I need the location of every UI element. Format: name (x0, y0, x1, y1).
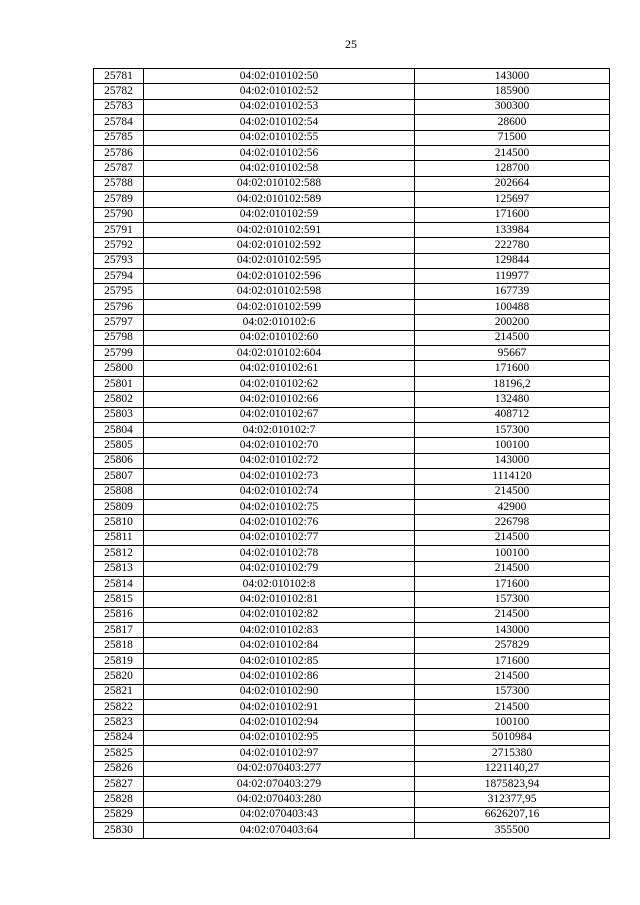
row-number-cell: 25825 (94, 746, 144, 761)
value-cell: 2715380 (415, 746, 610, 761)
cadastral-number-cell: 04:02:010102:95 (144, 730, 415, 745)
cadastral-number-cell: 04:02:010102:82 (144, 607, 415, 622)
row-number-cell: 25792 (94, 238, 144, 253)
row-number-cell: 25798 (94, 330, 144, 345)
table-row (94, 638, 610, 653)
value-cell: 214500 (415, 330, 610, 345)
table-row (94, 515, 610, 530)
table-row (94, 499, 610, 514)
table-row (94, 84, 610, 99)
table-row (94, 253, 610, 268)
cadastral-number-cell: 04:02:010102:83 (144, 623, 415, 638)
table-row (94, 592, 610, 607)
table-row (94, 207, 610, 222)
table-row (94, 469, 610, 484)
value-cell: 214500 (415, 669, 610, 684)
cadastral-number-cell: 04:02:010102:94 (144, 715, 415, 730)
row-number-cell: 25795 (94, 284, 144, 299)
row-number-cell: 25811 (94, 530, 144, 545)
value-cell: 214500 (415, 484, 610, 499)
value-cell: 128700 (415, 161, 610, 176)
row-number-cell: 25796 (94, 299, 144, 314)
row-number-cell: 25813 (94, 561, 144, 576)
table-row (94, 453, 610, 468)
row-number-cell: 25791 (94, 222, 144, 237)
cadastral-number-cell: 04:02:010102:54 (144, 115, 415, 130)
cadastral-number-cell: 04:02:010102:55 (144, 130, 415, 145)
table-row (94, 284, 610, 299)
row-number-cell: 25782 (94, 84, 144, 99)
cadastral-number-cell: 04:02:010102:56 (144, 145, 415, 160)
row-number-cell: 25794 (94, 269, 144, 284)
row-number-cell: 25800 (94, 361, 144, 376)
cadastral-number-cell: 04:02:010102:50 (144, 69, 415, 84)
value-cell: 100100 (415, 438, 610, 453)
table-row (94, 792, 610, 807)
table-row (94, 376, 610, 391)
table-row (94, 222, 610, 237)
page-number: 25 (345, 37, 357, 51)
value-cell: 222780 (415, 238, 610, 253)
cadastral-number-cell: 04:02:010102:62 (144, 376, 415, 391)
value-cell: 202664 (415, 176, 610, 191)
cadastral-number-cell: 04:02:070403:43 (144, 807, 415, 822)
table-row (94, 407, 610, 422)
row-number-cell: 25830 (94, 823, 144, 838)
cadastral-number-cell: 04:02:010102:84 (144, 638, 415, 653)
row-number-cell: 25817 (94, 623, 144, 638)
row-number-cell: 25793 (94, 253, 144, 268)
cadastral-number-cell: 04:02:010102:59 (144, 207, 415, 222)
row-number-cell: 25827 (94, 776, 144, 791)
table-row (94, 161, 610, 176)
cadastral-value-table (93, 68, 610, 839)
row-number-cell: 25824 (94, 730, 144, 745)
cadastral-number-cell: 04:02:070403:280 (144, 792, 415, 807)
table-row (94, 746, 610, 761)
cadastral-number-cell: 04:02:010102:78 (144, 546, 415, 561)
table-row (94, 192, 610, 207)
value-cell: 312377,95 (415, 792, 610, 807)
value-cell: 143000 (415, 453, 610, 468)
value-cell: 167739 (415, 284, 610, 299)
table-row (94, 99, 610, 114)
table-row (94, 422, 610, 437)
value-cell: 355500 (415, 823, 610, 838)
row-number-cell: 25802 (94, 392, 144, 407)
cadastral-number-cell: 04:02:010102:79 (144, 561, 415, 576)
table-row (94, 315, 610, 330)
cadastral-number-cell: 04:02:010102:73 (144, 469, 415, 484)
value-cell: 257829 (415, 638, 610, 653)
table-row (94, 684, 610, 699)
value-cell: 125697 (415, 192, 610, 207)
value-cell: 28600 (415, 115, 610, 130)
table-row (94, 361, 610, 376)
row-number-cell: 25809 (94, 499, 144, 514)
value-cell: 171600 (415, 207, 610, 222)
row-number-cell: 25807 (94, 469, 144, 484)
value-cell: 200200 (415, 315, 610, 330)
value-cell: 171600 (415, 361, 610, 376)
table-body (94, 69, 610, 839)
row-number-cell: 25814 (94, 576, 144, 591)
row-number-cell: 25805 (94, 438, 144, 453)
row-number-cell: 25803 (94, 407, 144, 422)
value-cell: 408712 (415, 407, 610, 422)
table-row (94, 346, 610, 361)
value-cell: 95667 (415, 346, 610, 361)
table-row (94, 576, 610, 591)
row-number-cell: 25826 (94, 761, 144, 776)
value-cell: 6626207,16 (415, 807, 610, 822)
table-row (94, 776, 610, 791)
cadastral-number-cell: 04:02:010102:85 (144, 653, 415, 668)
table-row (94, 761, 610, 776)
table-row (94, 130, 610, 145)
table-row (94, 330, 610, 345)
table-row (94, 623, 610, 638)
table-row (94, 669, 610, 684)
cadastral-number-cell: 04:02:010102:591 (144, 222, 415, 237)
table-row (94, 700, 610, 715)
value-cell: 185900 (415, 84, 610, 99)
row-number-cell: 25823 (94, 715, 144, 730)
row-number-cell: 25799 (94, 346, 144, 361)
table-row (94, 269, 610, 284)
cadastral-number-cell: 04:02:010102:588 (144, 176, 415, 191)
row-number-cell: 25785 (94, 130, 144, 145)
cadastral-number-cell: 04:02:010102:66 (144, 392, 415, 407)
value-cell: 129844 (415, 253, 610, 268)
row-number-cell: 25818 (94, 638, 144, 653)
row-number-cell: 25801 (94, 376, 144, 391)
cadastral-number-cell: 04:02:010102:598 (144, 284, 415, 299)
row-number-cell: 25787 (94, 161, 144, 176)
row-number-cell: 25822 (94, 700, 144, 715)
row-number-cell: 25816 (94, 607, 144, 622)
value-cell: 157300 (415, 592, 610, 607)
cadastral-number-cell: 04:02:070403:64 (144, 823, 415, 838)
cadastral-number-cell: 04:02:010102:86 (144, 669, 415, 684)
row-number-cell: 25783 (94, 99, 144, 114)
value-cell: 18196,2 (415, 376, 610, 391)
row-number-cell: 25806 (94, 453, 144, 468)
value-cell: 214500 (415, 530, 610, 545)
row-number-cell: 25789 (94, 192, 144, 207)
cadastral-number-cell: 04:02:010102:70 (144, 438, 415, 453)
value-cell: 214500 (415, 607, 610, 622)
table-row (94, 176, 610, 191)
table-row (94, 484, 610, 499)
cadastral-number-cell: 04:02:010102:75 (144, 499, 415, 514)
value-cell: 214500 (415, 145, 610, 160)
row-number-cell: 25820 (94, 669, 144, 684)
table-row (94, 69, 610, 84)
row-number-cell: 25788 (94, 176, 144, 191)
value-cell: 214500 (415, 700, 610, 715)
table-row (94, 530, 610, 545)
row-number-cell: 25781 (94, 69, 144, 84)
value-cell: 143000 (415, 69, 610, 84)
cadastral-number-cell: 04:02:010102:90 (144, 684, 415, 699)
cadastral-number-cell: 04:02:010102:52 (144, 84, 415, 99)
cadastral-number-cell: 04:02:010102:77 (144, 530, 415, 545)
row-number-cell: 25815 (94, 592, 144, 607)
row-number-cell: 25810 (94, 515, 144, 530)
cadastral-number-cell: 04:02:010102:596 (144, 269, 415, 284)
value-cell: 100488 (415, 299, 610, 314)
value-cell: 157300 (415, 422, 610, 437)
cadastral-number-cell: 04:02:010102:6 (144, 315, 415, 330)
cadastral-number-cell: 04:02:010102:595 (144, 253, 415, 268)
value-cell: 71500 (415, 130, 610, 145)
row-number-cell: 25804 (94, 422, 144, 437)
row-number-cell: 25808 (94, 484, 144, 499)
value-cell: 42900 (415, 499, 610, 514)
cadastral-number-cell: 04:02:010102:604 (144, 346, 415, 361)
row-number-cell: 25828 (94, 792, 144, 807)
table-row (94, 807, 610, 822)
table-row (94, 546, 610, 561)
value-cell: 214500 (415, 561, 610, 576)
cadastral-number-cell: 04:02:070403:277 (144, 761, 415, 776)
value-cell: 119977 (415, 269, 610, 284)
cadastral-number-cell: 04:02:010102:8 (144, 576, 415, 591)
value-cell: 133984 (415, 222, 610, 237)
row-number-cell: 25812 (94, 546, 144, 561)
table-row (94, 730, 610, 745)
cadastral-number-cell: 04:02:010102:67 (144, 407, 415, 422)
value-cell: 5010984 (415, 730, 610, 745)
table-row (94, 715, 610, 730)
table-row (94, 607, 610, 622)
table-row (94, 653, 610, 668)
cadastral-number-cell: 04:02:010102:60 (144, 330, 415, 345)
value-cell: 143000 (415, 623, 610, 638)
cadastral-number-cell: 04:02:010102:74 (144, 484, 415, 499)
value-cell: 1221140,27 (415, 761, 610, 776)
table-row (94, 299, 610, 314)
cadastral-number-cell: 04:02:010102:58 (144, 161, 415, 176)
table-row (94, 145, 610, 160)
cadastral-number-cell: 04:02:010102:53 (144, 99, 415, 114)
row-number-cell: 25829 (94, 807, 144, 822)
row-number-cell: 25797 (94, 315, 144, 330)
value-cell: 100100 (415, 546, 610, 561)
row-number-cell: 25819 (94, 653, 144, 668)
table-row (94, 561, 610, 576)
value-cell: 171600 (415, 576, 610, 591)
value-cell: 226798 (415, 515, 610, 530)
table-row (94, 438, 610, 453)
value-cell: 157300 (415, 684, 610, 699)
cadastral-number-cell: 04:02:010102:72 (144, 453, 415, 468)
cadastral-number-cell: 04:02:010102:7 (144, 422, 415, 437)
cadastral-number-cell: 04:02:070403:279 (144, 776, 415, 791)
value-cell: 100100 (415, 715, 610, 730)
cadastral-number-cell: 04:02:010102:81 (144, 592, 415, 607)
row-number-cell: 25790 (94, 207, 144, 222)
value-cell: 1875823,94 (415, 776, 610, 791)
cadastral-number-cell: 04:02:010102:61 (144, 361, 415, 376)
row-number-cell: 25786 (94, 145, 144, 160)
row-number-cell: 25821 (94, 684, 144, 699)
table-row (94, 238, 610, 253)
cadastral-number-cell: 04:02:010102:599 (144, 299, 415, 314)
table-row (94, 392, 610, 407)
cadastral-number-cell: 04:02:010102:589 (144, 192, 415, 207)
cadastral-number-cell: 04:02:010102:91 (144, 700, 415, 715)
row-number-cell: 25784 (94, 115, 144, 130)
table-row (94, 115, 610, 130)
cadastral-number-cell: 04:02:010102:97 (144, 746, 415, 761)
cadastral-number-cell: 04:02:010102:592 (144, 238, 415, 253)
table-row (94, 823, 610, 838)
cadastral-number-cell: 04:02:010102:76 (144, 515, 415, 530)
value-cell: 300300 (415, 99, 610, 114)
value-cell: 1114120 (415, 469, 610, 484)
value-cell: 171600 (415, 653, 610, 668)
value-cell: 132480 (415, 392, 610, 407)
